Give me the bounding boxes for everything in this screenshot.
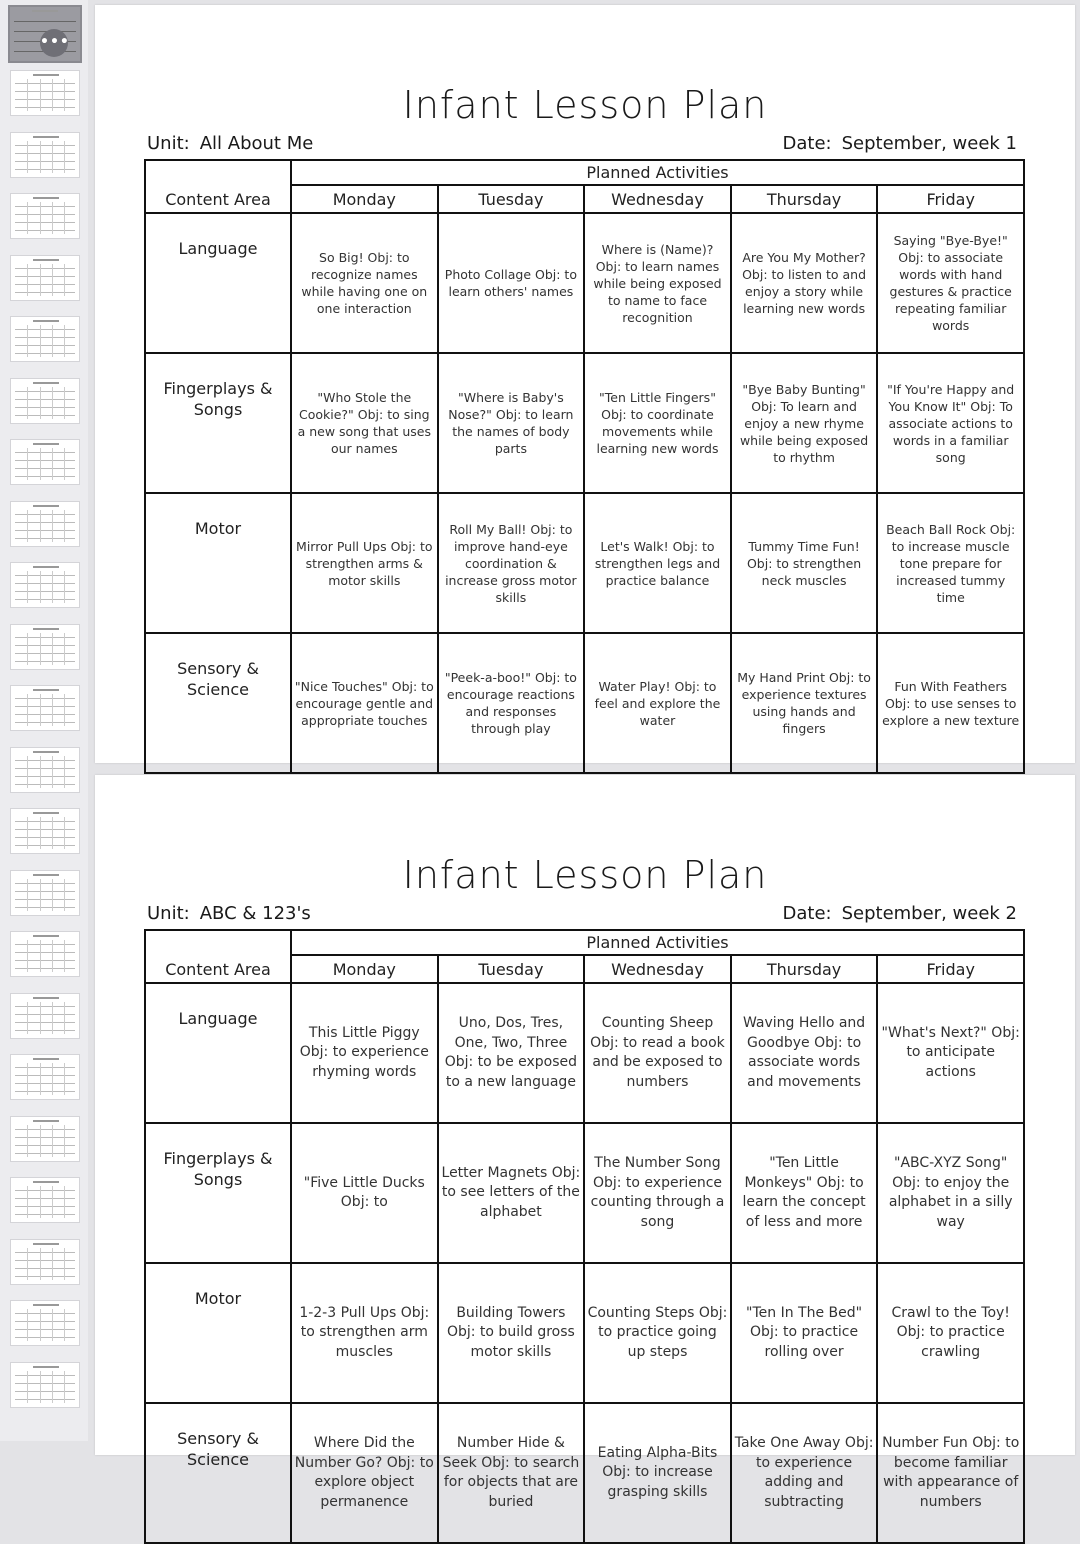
table-row (145, 493, 1024, 633)
activity-cell: Tummy Time Fun! Obj: to strengthen neck muscles (731, 493, 878, 633)
activity-cell: "What's Next?" Obj: to anticipate actions (877, 983, 1024, 1123)
activity-cell: Roll My Ball! Obj: to improve hand-eye coordination & increase gross motor skills (438, 493, 585, 633)
activity-cell: So Big! Obj: to recognize names while having one on one interaction (291, 213, 438, 353)
activity-cell: "Ten In The Bed" Obj: to practice rolling over (731, 1263, 878, 1403)
table-row (145, 633, 1024, 773)
page-thumbnail[interactable] (10, 1116, 80, 1162)
activity-cell: "Bye Baby Bunting" Obj: To learn and enjoy a new rhyme while being exposed to rhythm (731, 353, 878, 493)
activity-cell: "Five Little Ducks Obj: to (291, 1123, 438, 1263)
content-area-label: Language (145, 213, 291, 353)
lesson-plan-table (144, 929, 1025, 1544)
activity-cell: Counting Sheep Obj: to read a book and be exposed to numbers (584, 983, 731, 1123)
day-header: Monday (291, 185, 438, 213)
activity-cell: Take One Away Obj: to experience adding and subtracting (731, 1403, 878, 1543)
date-value: September, week 2 (841, 903, 1017, 924)
activity-cell: Photo Collage Obj: to learn others' names (438, 213, 585, 353)
activity-cell: "Ten Little Fingers" Obj: to coordinate movements while learning new words (584, 353, 731, 493)
activity-cell: Are You My Mother? Obj: to listen to and enjoy a story while learning new words (731, 213, 878, 353)
content-area-header: Content Area (145, 160, 291, 213)
page-thumbnail-selected[interactable] (8, 5, 82, 63)
page-thumbnail[interactable] (10, 193, 80, 239)
activity-cell: "If You're Happy and You Know It" Obj: To associate actions to words in a familiar song (877, 353, 1024, 493)
activity-cell: Number Fun Obj: to become familiar with appearance of numbers (877, 1403, 1024, 1543)
activity-cell: "Peek-a-boo!" Obj: to encourage reactions and responses through play (438, 633, 585, 773)
activity-cell: Building Towers Obj: to build gross motor skills (438, 1263, 585, 1403)
activity-cell: Waving Hello and Goodbye Obj: to associate words and movements (731, 983, 878, 1123)
page-thumbnail[interactable] (10, 624, 80, 670)
page-thumbnail[interactable] (10, 685, 80, 731)
planned-activities-header: Planned Activities (291, 930, 1024, 955)
content-area-label: Fingerplays & Songs (145, 353, 291, 493)
page-title: Infant Lesson Plan (402, 853, 768, 897)
day-header: Tuesday (438, 955, 585, 983)
lesson-plan-table (144, 159, 1025, 774)
activity-cell: Beach Ball Rock Obj: to increase muscle tone prepare for increased tummy time (877, 493, 1024, 633)
activity-cell: Eating Alpha-Bits Obj: to increase grasping skills (584, 1403, 731, 1543)
activity-cell: My Hand Print Obj: to experience textures using hands and fingers (731, 633, 878, 773)
unit-label: Unit: (147, 903, 190, 924)
activity-cell: Number Hide & Seek Obj: to search for objects that are buried (438, 1403, 585, 1543)
activity-cell: Saying "Bye-Bye!" Obj: to associate words with hand gestures & practice repeating familiar words (877, 213, 1024, 353)
page-thumbnail[interactable] (10, 255, 80, 301)
activity-cell: Letter Magnets Obj: to see letters of the alphabet (438, 1123, 585, 1263)
page-thumbnail[interactable] (10, 70, 80, 116)
day-header: Friday (877, 185, 1024, 213)
table-row (145, 213, 1024, 353)
page-thumbnail[interactable] (10, 132, 80, 178)
page-thumbnail[interactable] (10, 378, 80, 424)
content-area-label: Motor (145, 1263, 291, 1403)
page-thumbnail[interactable] (10, 439, 80, 485)
page-thumbnail[interactable] (10, 870, 80, 916)
page-thumbnail[interactable] (10, 316, 80, 362)
page-thumbnail[interactable] (10, 747, 80, 793)
activity-cell: Let's Walk! Obj: to strengthen legs and practice balance (584, 493, 731, 633)
activity-cell: The Number Song Obj: to experience counting through a song (584, 1123, 731, 1263)
page-title: Infant Lesson Plan (402, 83, 768, 127)
page-thumbnail[interactable] (10, 562, 80, 608)
page-thumbnail[interactable] (10, 1239, 80, 1285)
lesson-plan-page-2 (95, 775, 1075, 1510)
content-area-label: Sensory & Science (145, 1403, 291, 1543)
unit-line (147, 133, 313, 154)
content-area-label: Fingerplays & Songs (145, 1123, 291, 1263)
activity-cell: Crawl to the Toy! Obj: to practice crawling (877, 1263, 1024, 1403)
day-header: Friday (877, 955, 1024, 983)
activity-cell: Water Play! Obj: to feel and explore the water (584, 633, 731, 773)
unit-value: ABC & 123's (199, 903, 311, 924)
day-header: Wednesday (584, 185, 731, 213)
page-thumbnail[interactable] (10, 1362, 80, 1408)
day-header: Thursday (731, 955, 878, 983)
date-label: Date: (782, 903, 832, 924)
more-options-button[interactable]: ••• (40, 29, 68, 57)
date-line (783, 903, 1018, 924)
planned-activities-header: Planned Activities (291, 160, 1024, 185)
table-row (145, 1403, 1024, 1543)
page-thumbnail[interactable] (10, 1300, 80, 1346)
unit-value: All About Me (199, 133, 314, 154)
activity-cell: 1-2-3 Pull Ups Obj: to strengthen arm muscles (291, 1263, 438, 1403)
table-row (145, 1263, 1024, 1403)
unit-label: Unit: (147, 133, 190, 154)
date-line (783, 133, 1018, 154)
content-area-label: Language (145, 983, 291, 1123)
activity-cell: Fun With Feathers Obj: to use senses to explore a new texture (877, 633, 1024, 773)
date-label: Date: (782, 133, 832, 154)
page-thumbnail[interactable] (10, 808, 80, 854)
activity-cell: Mirror Pull Ups Obj: to strengthen arms & motor skills (291, 493, 438, 633)
table-row (145, 353, 1024, 493)
date-value: September, week 1 (841, 133, 1017, 154)
page-thumbnail[interactable] (10, 1054, 80, 1100)
content-area-label: Sensory & Science (145, 633, 291, 773)
activity-cell: Where is (Name)? Obj: to learn names while being exposed to name to face recognition (584, 213, 731, 353)
content-area-label: Motor (145, 493, 291, 633)
day-header: Monday (291, 955, 438, 983)
activity-cell: "Nice Touches" Obj: to encourage gentle and appropriate touches (291, 633, 438, 773)
lesson-plan-page-1 (95, 5, 1075, 763)
day-header: Thursday (731, 185, 878, 213)
page-thumbnail[interactable] (10, 931, 80, 977)
activity-cell: Where Did the Number Go? Obj: to explore object permanence (291, 1403, 438, 1543)
activity-cell: This Little Piggy Obj: to experience rhyming words (291, 983, 438, 1123)
activity-cell: "ABC-XYZ Song" Obj: to enjoy the alphabet in a silly way (877, 1123, 1024, 1263)
activity-cell: "Ten Little Monkeys" Obj: to learn the concept of less and more (731, 1123, 878, 1263)
activity-cell: "Who Stole the Cookie?" Obj: to sing a new song that uses our names (291, 353, 438, 493)
activity-cell: "Where is Baby's Nose?" Obj: to learn the names of body parts (438, 353, 585, 493)
day-header: Wednesday (584, 955, 731, 983)
table-row (145, 983, 1024, 1123)
activity-cell: Counting Steps Obj: to practice going up steps (584, 1263, 731, 1403)
page-thumbnail[interactable] (10, 993, 80, 1039)
unit-line (147, 903, 311, 924)
day-header: Tuesday (438, 185, 585, 213)
page-thumbnail[interactable] (10, 1177, 80, 1223)
content-area-header: Content Area (145, 930, 291, 983)
thumbnail-sidebar (0, 0, 88, 1441)
table-row (145, 1123, 1024, 1263)
activity-cell: Uno, Dos, Tres, One, Two, Three Obj: to be exposed to a new language (438, 983, 585, 1123)
page-thumbnail[interactable] (10, 501, 80, 547)
